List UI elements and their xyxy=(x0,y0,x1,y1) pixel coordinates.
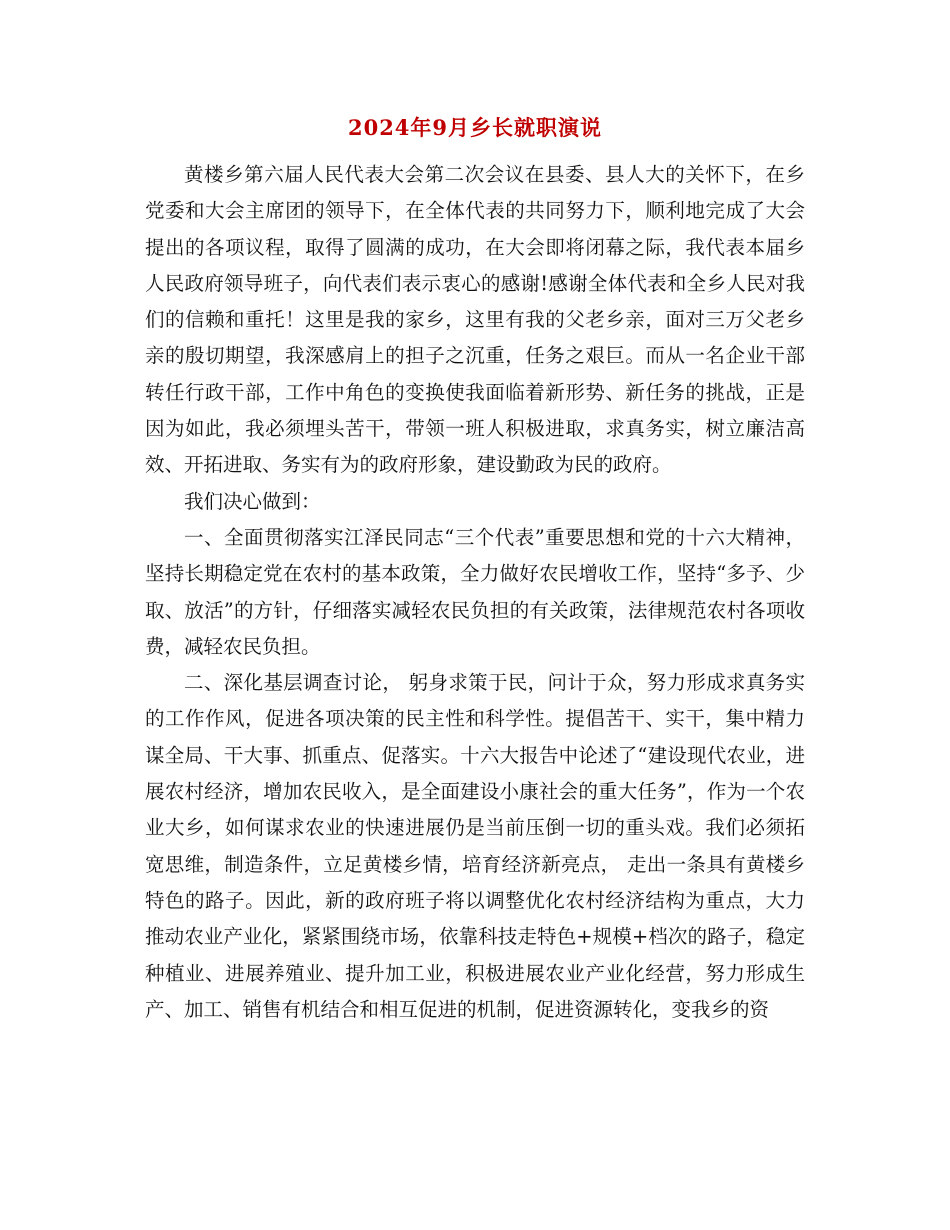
paragraph-point-one: 一、全面贯彻落实江泽民同志“三个代表”重要思想和党的十六大精神，坚持长期稳定党在农村的基本政策，全力做好农民增收工作，坚持“多予、少取、放活”的方针，仔细落实减轻农民负担的有关政策，法律规范农村各项收费，减轻农民负担。 xyxy=(145,525,805,658)
paragraph-opening: 黄楼乡第六届人民代表大会第二次会议在县委、县人大的关怀下，在乡党委和大会主席团的领导下，在全体代表的共同努力下，顺利地完成了大会提出的各项议程，取得了圆满的成功，在大会即将闭幕之际，我代表本届乡人民政府领导班子，向代表们表示衷心的感谢!感谢全体代表和全乡人民对我们的信赖和重托！这里是我的家乡，这里有我的父老乡亲，面对三万父老乡亲的殷切期望，我深感肩上的担子之沉重，任务之艰巨。而从一名企业干部转任行政干部，工作中角色的变换使我面临着新形势、新任务的挑战，正是因为如此，我必须埋头苦干，带领一班人积极进取，求真务实，树立廉洁高效、开拓进取、务实有为的政府形象，建设勤政为民的政府。 xyxy=(145,163,805,477)
paragraph-point-two: 二、深化基层调查讨论， 躬身求策于民，问计于众，努力形成求真务实的工作作风，促进各项决策的民主性和科学性。提倡苦干、实干，集中精力谋全局、干大事、抓重点、促落实。十六大报告中论述了“建设现代农业，进展农村经济，增加农民收入，是全面建设小康社会的重大任务”，作为一个农业大乡，如何谋求农业的快速进展仍是当前压倒一切的重头戏。我们必须拓宽思维，制造条件，立足黄楼乡情，培育经济新亮点， 走出一条具有黄楼乡特色的路子。因此，新的政府班子将以调整优化农村经济结构为重点，大力推动农业产业化，紧紧围绕市场，依靠科技走特色+规模+档次的路子，稳定种植业、进展养殖业、提升加工业，积极进展农业产业化经营，努力形成生产、加工、销售有机结合和相互促进的机制，促进资源转化，变我乡的资 xyxy=(145,671,805,1021)
document-title: 2024年9月乡长就职演说 xyxy=(347,115,603,140)
paragraph-resolution-intro: 我们决心做到： xyxy=(184,489,321,513)
document-body xyxy=(145,157,805,1028)
